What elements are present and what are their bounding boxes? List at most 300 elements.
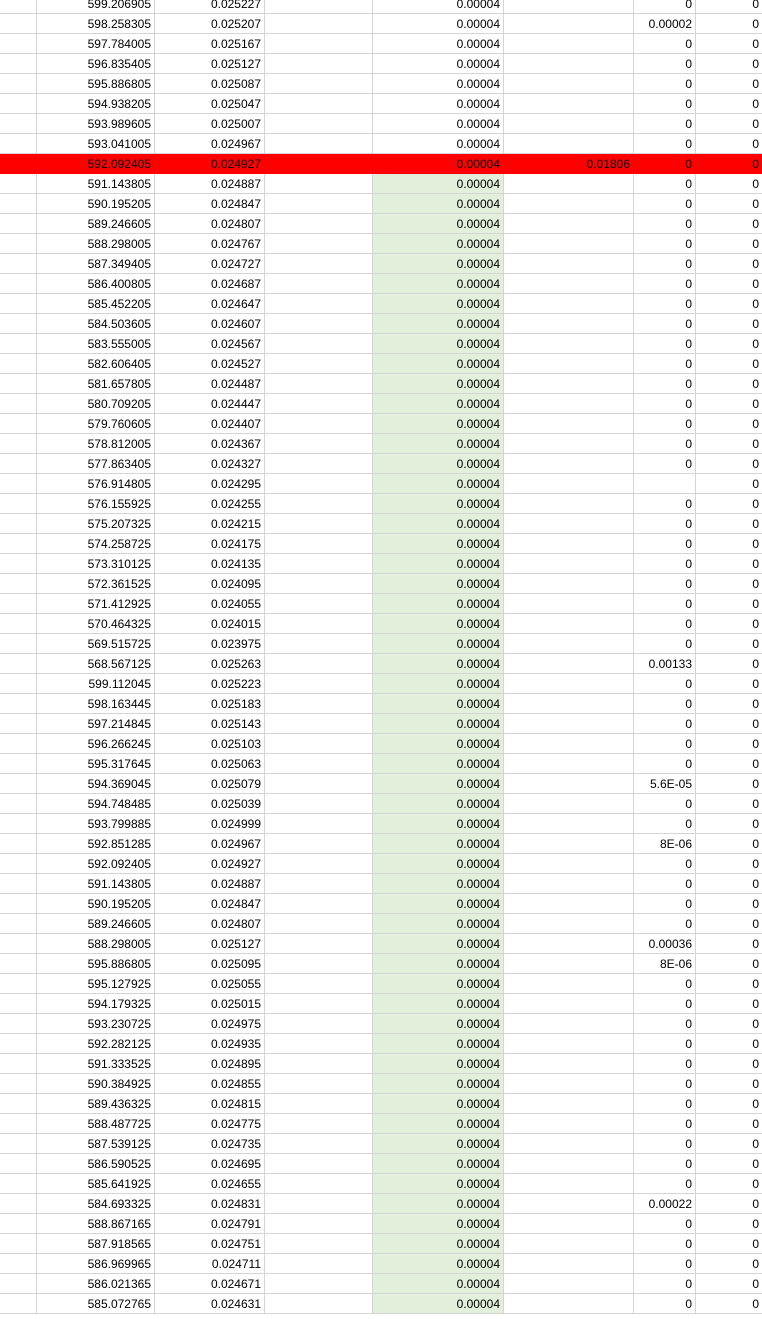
table-cell[interactable]: 0 <box>696 1214 762 1234</box>
table-cell[interactable]: 0 <box>696 994 762 1014</box>
table-cell[interactable]: 0.024727 <box>155 254 265 274</box>
table-cell[interactable] <box>265 874 373 894</box>
table-cell[interactable]: 0 <box>696 1254 762 1274</box>
table-cell[interactable]: 588.867165 <box>37 1214 155 1234</box>
table-cell[interactable]: 0 <box>634 294 696 314</box>
row-header-cell[interactable] <box>0 494 37 514</box>
table-cell[interactable]: 0.024655 <box>155 1174 265 1194</box>
table-cell[interactable]: 0 <box>634 114 696 134</box>
table-cell[interactable] <box>504 114 634 134</box>
table-cell[interactable]: 0 <box>634 1174 696 1194</box>
table-cell[interactable]: 0.00004 <box>373 1074 504 1094</box>
table-cell[interactable] <box>504 394 634 414</box>
table-cell[interactable] <box>265 1114 373 1134</box>
table-cell[interactable] <box>265 494 373 514</box>
table-cell[interactable]: 585.641925 <box>37 1174 155 1194</box>
table-cell[interactable]: 0.025007 <box>155 114 265 134</box>
row-header-cell[interactable] <box>0 534 37 554</box>
table-cell[interactable] <box>504 1074 634 1094</box>
table-cell[interactable]: 0 <box>634 34 696 54</box>
table-cell[interactable]: 0 <box>634 894 696 914</box>
table-cell[interactable]: 0.024015 <box>155 614 265 634</box>
table-cell[interactable]: 0 <box>634 674 696 694</box>
table-cell[interactable]: 0.00004 <box>373 474 504 494</box>
row-header-cell[interactable] <box>0 854 37 874</box>
table-cell[interactable]: 0 <box>696 434 762 454</box>
table-cell[interactable] <box>504 994 634 1014</box>
table-cell[interactable]: 0.00004 <box>373 374 504 394</box>
table-cell[interactable] <box>504 214 634 234</box>
table-cell[interactable]: 0.00004 <box>373 494 504 514</box>
table-cell[interactable] <box>265 1274 373 1294</box>
table-cell[interactable]: 582.606405 <box>37 354 155 374</box>
table-cell[interactable] <box>504 594 634 614</box>
table-cell[interactable] <box>504 774 634 794</box>
row-header-cell[interactable] <box>0 474 37 494</box>
table-cell[interactable] <box>504 294 634 314</box>
row-header-cell[interactable] <box>0 1294 37 1314</box>
table-cell[interactable]: 0.00004 <box>373 1254 504 1274</box>
table-cell[interactable]: 0 <box>634 614 696 634</box>
table-cell[interactable]: 0.00004 <box>373 1134 504 1154</box>
table-cell[interactable] <box>504 234 634 254</box>
table-cell[interactable]: 0 <box>634 1094 696 1114</box>
table-cell[interactable]: 0.024855 <box>155 1074 265 1094</box>
table-cell[interactable]: 0.00004 <box>373 394 504 414</box>
table-cell[interactable]: 0 <box>634 534 696 554</box>
table-cell[interactable] <box>265 1014 373 1034</box>
table-cell[interactable]: 593.230725 <box>37 1014 155 1034</box>
table-cell[interactable]: 0.024135 <box>155 554 265 574</box>
row-header-cell[interactable] <box>0 754 37 774</box>
table-cell[interactable] <box>265 674 373 694</box>
table-cell[interactable]: 0 <box>696 1014 762 1034</box>
table-cell[interactable]: 594.748485 <box>37 794 155 814</box>
table-cell[interactable] <box>504 354 634 374</box>
table-cell[interactable]: 585.452205 <box>37 294 155 314</box>
table-cell[interactable] <box>504 874 634 894</box>
table-cell[interactable] <box>504 1014 634 1034</box>
table-cell[interactable]: 585.072765 <box>37 1294 155 1314</box>
table-cell[interactable] <box>504 974 634 994</box>
table-cell[interactable]: 0 <box>634 334 696 354</box>
table-cell[interactable]: 0 <box>696 194 762 214</box>
table-cell[interactable]: 0 <box>696 614 762 634</box>
table-cell[interactable]: 0.00004 <box>373 1114 504 1134</box>
table-cell[interactable] <box>504 414 634 434</box>
table-cell[interactable]: 0 <box>696 294 762 314</box>
row-header-cell[interactable] <box>0 594 37 614</box>
table-cell[interactable]: 0 <box>696 974 762 994</box>
row-header-cell[interactable] <box>0 834 37 854</box>
row-header-cell[interactable] <box>0 1154 37 1174</box>
table-cell[interactable]: 0.024967 <box>155 834 265 854</box>
table-cell[interactable]: 590.195205 <box>37 194 155 214</box>
table-cell[interactable]: 0 <box>634 634 696 654</box>
table-cell[interactable] <box>504 574 634 594</box>
table-cell[interactable]: 0.024927 <box>155 154 265 174</box>
table-cell[interactable] <box>265 114 373 134</box>
table-cell[interactable] <box>265 374 373 394</box>
table-cell[interactable]: 0.025087 <box>155 74 265 94</box>
table-cell[interactable]: 0 <box>696 54 762 74</box>
table-cell[interactable]: 598.163445 <box>37 694 155 714</box>
table-cell[interactable]: 591.143805 <box>37 874 155 894</box>
table-cell[interactable]: 0.00004 <box>373 434 504 454</box>
table-cell[interactable]: 588.298005 <box>37 934 155 954</box>
table-cell[interactable]: 589.436325 <box>37 1094 155 1114</box>
row-header-cell[interactable] <box>0 1074 37 1094</box>
table-cell[interactable]: 0 <box>696 214 762 234</box>
table-cell[interactable] <box>504 634 634 654</box>
table-cell[interactable]: 0 <box>634 994 696 1014</box>
table-cell[interactable]: 0 <box>696 554 762 574</box>
table-cell[interactable] <box>265 954 373 974</box>
row-header-cell[interactable] <box>0 54 37 74</box>
table-cell[interactable]: 0 <box>696 594 762 614</box>
table-cell[interactable]: 0.00004 <box>373 274 504 294</box>
table-cell[interactable]: 573.310125 <box>37 554 155 574</box>
table-cell[interactable]: 0 <box>634 134 696 154</box>
table-cell[interactable]: 0 <box>696 1294 762 1314</box>
table-cell[interactable] <box>504 1174 634 1194</box>
row-header-cell[interactable] <box>0 1254 37 1274</box>
table-cell[interactable]: 0.00004 <box>373 654 504 674</box>
table-cell[interactable]: 591.143805 <box>37 174 155 194</box>
table-cell[interactable] <box>265 1054 373 1074</box>
table-cell[interactable] <box>504 894 634 914</box>
table-cell[interactable]: 568.567125 <box>37 654 155 674</box>
table-cell[interactable]: 595.886805 <box>37 74 155 94</box>
table-cell[interactable]: 0.00004 <box>373 694 504 714</box>
table-cell[interactable] <box>504 714 634 734</box>
table-cell[interactable] <box>504 514 634 534</box>
table-cell[interactable]: 0.00004 <box>373 114 504 134</box>
table-cell[interactable]: 589.246605 <box>37 214 155 234</box>
table-cell[interactable]: 0.024895 <box>155 1054 265 1074</box>
table-cell[interactable]: 0 <box>696 774 762 794</box>
table-cell[interactable]: 574.258725 <box>37 534 155 554</box>
row-header-cell[interactable] <box>0 1054 37 1074</box>
table-cell[interactable]: 0 <box>696 894 762 914</box>
table-cell[interactable]: 0.024095 <box>155 574 265 594</box>
table-cell[interactable]: 0.024687 <box>155 274 265 294</box>
table-cell[interactable]: 599.206905 <box>37 0 155 14</box>
table-cell[interactable] <box>504 854 634 874</box>
table-cell[interactable]: 0 <box>696 34 762 54</box>
table-cell[interactable] <box>504 134 634 154</box>
table-cell[interactable]: 0 <box>634 974 696 994</box>
table-cell[interactable]: 0.024815 <box>155 1094 265 1114</box>
table-cell[interactable] <box>265 854 373 874</box>
table-cell[interactable]: 596.266245 <box>37 734 155 754</box>
table-cell[interactable]: 0.00004 <box>373 734 504 754</box>
table-cell[interactable]: 583.555005 <box>37 334 155 354</box>
table-cell[interactable]: 0.00004 <box>373 554 504 574</box>
table-cell[interactable]: 0.00004 <box>373 834 504 854</box>
table-cell[interactable] <box>265 654 373 674</box>
table-cell[interactable]: 592.851285 <box>37 834 155 854</box>
row-header-cell[interactable] <box>0 1214 37 1234</box>
table-cell[interactable] <box>504 494 634 514</box>
table-cell[interactable] <box>504 274 634 294</box>
row-header-cell[interactable] <box>0 734 37 754</box>
table-cell[interactable]: 0.024327 <box>155 454 265 474</box>
table-cell[interactable]: 0.00022 <box>634 1194 696 1214</box>
table-cell[interactable] <box>504 54 634 74</box>
table-cell[interactable]: 0 <box>634 874 696 894</box>
table-cell[interactable]: 0.025207 <box>155 14 265 34</box>
table-cell[interactable]: 0.024647 <box>155 294 265 314</box>
table-cell[interactable]: 0 <box>696 754 762 774</box>
table-cell[interactable]: 593.799885 <box>37 814 155 834</box>
table-cell[interactable] <box>265 834 373 854</box>
table-cell[interactable]: 0.00004 <box>373 14 504 34</box>
table-cell[interactable]: 0.025015 <box>155 994 265 1014</box>
table-cell[interactable]: 0.024527 <box>155 354 265 374</box>
table-cell[interactable]: 0.025263 <box>155 654 265 674</box>
table-cell[interactable]: 0.00004 <box>373 54 504 74</box>
table-cell[interactable] <box>265 974 373 994</box>
row-header-cell[interactable] <box>0 1234 37 1254</box>
table-cell[interactable] <box>265 774 373 794</box>
row-header-cell[interactable] <box>0 974 37 994</box>
row-header-cell[interactable] <box>0 634 37 654</box>
table-cell[interactable]: 0.024767 <box>155 234 265 254</box>
table-cell[interactable]: 595.886805 <box>37 954 155 974</box>
table-cell[interactable]: 588.487725 <box>37 1114 155 1134</box>
row-header-cell[interactable] <box>0 374 37 394</box>
table-cell[interactable]: 0.00004 <box>373 34 504 54</box>
table-cell[interactable] <box>265 474 373 494</box>
table-cell[interactable]: 0.00004 <box>373 414 504 434</box>
table-cell[interactable]: 0 <box>696 1274 762 1294</box>
table-cell[interactable]: 5.6E-05 <box>634 774 696 794</box>
table-cell[interactable]: 0.00004 <box>373 1154 504 1174</box>
table-cell[interactable]: 0 <box>634 194 696 214</box>
table-cell[interactable]: 0.024999 <box>155 814 265 834</box>
row-header-cell[interactable] <box>0 894 37 914</box>
table-cell[interactable]: 0 <box>634 414 696 434</box>
table-cell[interactable]: 0 <box>696 514 762 534</box>
table-cell[interactable]: 0 <box>634 494 696 514</box>
table-cell[interactable]: 0.00133 <box>634 654 696 674</box>
table-cell[interactable] <box>265 354 373 374</box>
table-cell[interactable]: 0.025227 <box>155 0 265 14</box>
table-cell[interactable] <box>504 934 634 954</box>
row-header-cell[interactable] <box>0 134 37 154</box>
row-header-cell[interactable] <box>0 694 37 714</box>
table-cell[interactable]: 0.00004 <box>373 354 504 374</box>
table-cell[interactable]: 593.041005 <box>37 134 155 154</box>
table-cell[interactable]: 0.024967 <box>155 134 265 154</box>
table-cell[interactable]: 0 <box>696 694 762 714</box>
table-cell[interactable] <box>504 534 634 554</box>
table-cell[interactable]: 0 <box>696 494 762 514</box>
table-cell[interactable] <box>265 694 373 714</box>
row-header-cell[interactable] <box>0 14 37 34</box>
row-header-cell[interactable] <box>0 0 37 14</box>
table-cell[interactable] <box>265 294 373 314</box>
table-cell[interactable] <box>265 1254 373 1274</box>
table-cell[interactable] <box>265 1074 373 1094</box>
table-cell[interactable]: 0.00002 <box>634 14 696 34</box>
table-cell[interactable]: 0 <box>634 1214 696 1234</box>
table-cell[interactable]: 0 <box>634 94 696 114</box>
table-cell[interactable]: 0 <box>696 0 762 14</box>
table-cell[interactable] <box>265 934 373 954</box>
table-cell[interactable]: 0 <box>634 1114 696 1134</box>
table-cell[interactable]: 0.00004 <box>373 854 504 874</box>
table-cell[interactable]: 0.024807 <box>155 214 265 234</box>
table-cell[interactable]: 0 <box>634 274 696 294</box>
table-cell[interactable] <box>265 1134 373 1154</box>
table-cell[interactable]: 0.024887 <box>155 874 265 894</box>
table-cell[interactable]: 0 <box>696 374 762 394</box>
table-cell[interactable]: 0.00004 <box>373 1054 504 1074</box>
table-cell[interactable] <box>504 254 634 274</box>
table-cell[interactable]: 0.00004 <box>373 134 504 154</box>
table-cell[interactable]: 0.00004 <box>373 594 504 614</box>
table-cell[interactable]: 584.693325 <box>37 1194 155 1214</box>
table-cell[interactable]: 0 <box>696 954 762 974</box>
row-header-cell[interactable] <box>0 954 37 974</box>
table-cell[interactable]: 587.539125 <box>37 1134 155 1154</box>
table-cell[interactable]: 586.590525 <box>37 1154 155 1174</box>
table-cell[interactable]: 0 <box>696 914 762 934</box>
table-cell[interactable] <box>504 674 634 694</box>
table-cell[interactable]: 0 <box>634 854 696 874</box>
table-cell[interactable] <box>504 734 634 754</box>
table-cell[interactable]: 0 <box>634 234 696 254</box>
table-cell[interactable]: 0.025223 <box>155 674 265 694</box>
table-cell[interactable] <box>265 314 373 334</box>
table-cell[interactable] <box>265 454 373 474</box>
table-cell[interactable]: 0.00004 <box>373 454 504 474</box>
table-cell[interactable]: 0 <box>634 1254 696 1274</box>
table-cell[interactable] <box>504 194 634 214</box>
row-header-cell[interactable] <box>0 454 37 474</box>
table-cell[interactable]: 0 <box>696 1234 762 1254</box>
table-cell[interactable]: 0.025127 <box>155 934 265 954</box>
table-cell[interactable] <box>265 894 373 914</box>
table-cell[interactable]: 0.025063 <box>155 754 265 774</box>
table-cell[interactable]: 0 <box>696 314 762 334</box>
table-cell[interactable]: 591.333525 <box>37 1054 155 1074</box>
table-cell[interactable]: 576.155925 <box>37 494 155 514</box>
table-cell[interactable]: 0.00004 <box>373 74 504 94</box>
table-cell[interactable]: 0 <box>634 714 696 734</box>
row-header-cell[interactable] <box>0 914 37 934</box>
table-cell[interactable] <box>504 474 634 494</box>
table-cell[interactable]: 0 <box>696 934 762 954</box>
row-header-cell[interactable] <box>0 554 37 574</box>
row-header-cell[interactable] <box>0 774 37 794</box>
table-cell[interactable]: 0.00004 <box>373 1214 504 1234</box>
row-header-cell[interactable] <box>0 254 37 274</box>
row-header-cell[interactable] <box>0 1014 37 1034</box>
table-cell[interactable]: 586.400805 <box>37 274 155 294</box>
table-cell[interactable]: 0 <box>634 1074 696 1094</box>
table-cell[interactable] <box>504 654 634 674</box>
table-cell[interactable]: 592.092405 <box>37 854 155 874</box>
table-cell[interactable] <box>265 214 373 234</box>
table-cell[interactable]: 0.00004 <box>373 934 504 954</box>
table-cell[interactable] <box>265 194 373 214</box>
table-cell[interactable]: 0 <box>634 1034 696 1054</box>
row-header-cell[interactable] <box>0 1274 37 1294</box>
table-cell[interactable]: 0 <box>634 1294 696 1314</box>
table-cell[interactable]: 0 <box>696 1134 762 1154</box>
table-cell[interactable] <box>265 234 373 254</box>
table-cell[interactable]: 0.00004 <box>373 254 504 274</box>
table-cell[interactable]: 597.784005 <box>37 34 155 54</box>
table-cell[interactable]: 578.812005 <box>37 434 155 454</box>
table-cell[interactable]: 0.025103 <box>155 734 265 754</box>
table-cell[interactable]: 593.989605 <box>37 114 155 134</box>
table-cell[interactable]: 0 <box>696 234 762 254</box>
table-cell[interactable] <box>265 734 373 754</box>
table-cell[interactable]: 0 <box>634 154 696 174</box>
table-cell[interactable]: 0.024607 <box>155 314 265 334</box>
table-cell[interactable]: 0.024407 <box>155 414 265 434</box>
table-cell[interactable]: 0.00004 <box>373 0 504 14</box>
table-cell[interactable]: 0.00004 <box>373 1034 504 1054</box>
table-cell[interactable] <box>265 754 373 774</box>
table-cell[interactable]: 0 <box>634 54 696 74</box>
table-cell[interactable]: 587.349405 <box>37 254 155 274</box>
table-cell[interactable]: 0.00004 <box>373 534 504 554</box>
table-cell[interactable] <box>504 34 634 54</box>
table-cell[interactable]: 0 <box>634 694 696 714</box>
row-header-cell[interactable] <box>0 434 37 454</box>
table-cell[interactable]: 0 <box>634 354 696 374</box>
table-cell[interactable] <box>265 914 373 934</box>
table-cell[interactable] <box>265 594 373 614</box>
table-cell[interactable] <box>265 1214 373 1234</box>
row-header-cell[interactable] <box>0 414 37 434</box>
table-cell[interactable]: 0.024927 <box>155 854 265 874</box>
table-cell[interactable] <box>265 794 373 814</box>
row-header-cell[interactable] <box>0 794 37 814</box>
table-cell[interactable]: 0 <box>696 394 762 414</box>
table-cell[interactable]: 0.00004 <box>373 574 504 594</box>
table-cell[interactable]: 0.00004 <box>373 1094 504 1114</box>
table-cell[interactable]: 0.00004 <box>373 754 504 774</box>
table-cell[interactable]: 0.00004 <box>373 1194 504 1214</box>
table-cell[interactable] <box>504 914 634 934</box>
table-cell[interactable]: 0 <box>634 734 696 754</box>
table-cell[interactable]: 0 <box>634 214 696 234</box>
table-cell[interactable] <box>265 1174 373 1194</box>
table-cell[interactable]: 0.00004 <box>373 234 504 254</box>
table-cell[interactable]: 0 <box>634 174 696 194</box>
table-cell[interactable]: 0.00004 <box>373 1014 504 1034</box>
table-cell[interactable]: 0.00004 <box>373 194 504 214</box>
table-cell[interactable]: 0.00004 <box>373 954 504 974</box>
row-header-cell[interactable] <box>0 1194 37 1214</box>
table-cell[interactable]: 0 <box>696 674 762 694</box>
row-header-cell[interactable] <box>0 1114 37 1134</box>
table-cell[interactable] <box>504 0 634 14</box>
table-cell[interactable]: 0 <box>634 314 696 334</box>
table-cell[interactable]: 0 <box>696 174 762 194</box>
table-cell[interactable]: 0.024215 <box>155 514 265 534</box>
table-cell[interactable] <box>265 1194 373 1214</box>
table-cell[interactable]: 0.00004 <box>373 334 504 354</box>
table-cell[interactable]: 0 <box>696 1154 762 1174</box>
table-cell[interactable] <box>265 394 373 414</box>
